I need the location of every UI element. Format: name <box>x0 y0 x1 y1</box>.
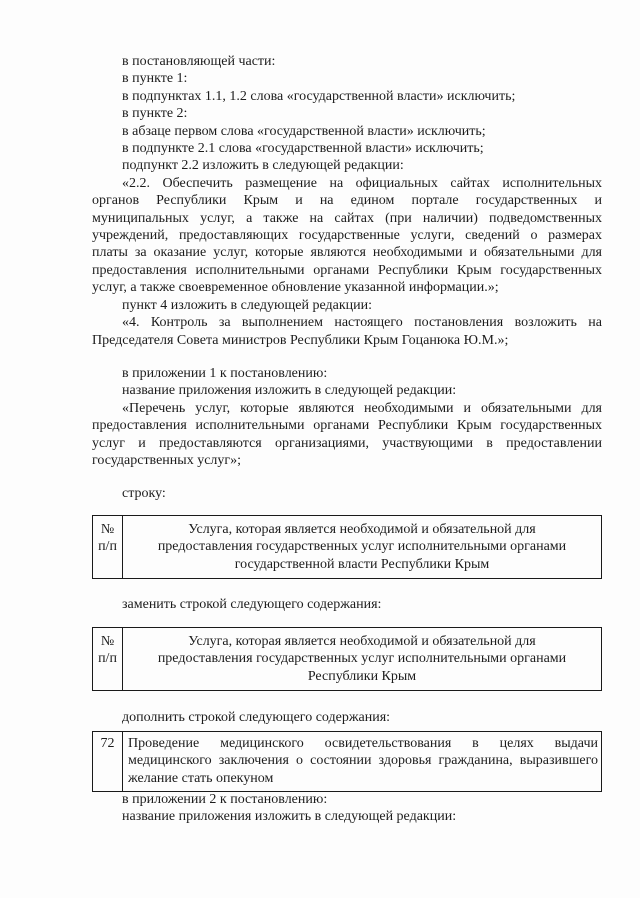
resolutive-line: платы за оказание услуг, которые являются необходимыми и обязательными для <box>92 245 602 261</box>
service-header-cell <box>123 516 601 578</box>
service-header-line: Республики Крым <box>307 668 417 684</box>
resolutive-line: в пункте 2: <box>122 106 188 122</box>
replace-intro-text: заменить строкой следующего содержания: <box>122 597 382 612</box>
service-header-line: Услуга, которая является необходимой и обязательной для <box>188 634 536 649</box>
add-intro <box>92 709 602 726</box>
appendix-1-line: название приложения изложить в следующей редакции: <box>122 383 457 399</box>
resolutive-line: Председателя Совета министров Республики Крым Гоцанюка Ю.М.»; <box>92 332 509 348</box>
service-line: медицинского заключения о состоянии здоровья гражданина, выразившего <box>128 753 598 769</box>
row-intro <box>92 485 602 502</box>
appendix-1-line: в приложении 1 к постановлению: <box>122 366 328 381</box>
appendix-1-line: предоставления исполнительными органами Республики Крым государственных <box>92 418 602 434</box>
appendix-1-line: государственных услуг»; <box>92 453 242 469</box>
number-header-cell <box>93 516 123 578</box>
resolutive-line: органов Республики Крым и на едином портале государственных и <box>92 193 602 209</box>
service-cell <box>123 732 601 791</box>
service-header-line: государственной власти Республики Крым <box>234 556 490 572</box>
service-header-line: предоставления государственных услуг исполнительными органами <box>157 651 567 667</box>
resolutive-line: «2.2. Обеспечить размещение на официальных сайтах исполнительных <box>122 175 602 191</box>
resolutive-line: в подпунктах 1.1, 1.2 слова «государственной власти» исключить; <box>122 88 516 104</box>
row-intro-text: строку: <box>122 486 166 501</box>
appendix-1-amendments <box>92 365 602 469</box>
new-row-table <box>92 627 602 691</box>
resolutive-line: подпункт 2.2 изложить в следующей редакции: <box>122 158 404 174</box>
service-line: Проведение медицинского освидетельствования в целях выдачи <box>128 736 598 751</box>
resolutive-line: учреждений, предоставляющих государственные услуги, сведений о размерах <box>92 228 602 244</box>
resolutive-line: в постановляющей части: <box>122 54 276 69</box>
number-abbrev: п/п <box>98 539 117 555</box>
resolutive-part-amendments <box>92 53 602 349</box>
service-header-line: Услуга, которая является необходимой и обязательной для <box>188 522 536 537</box>
resolutive-line: предоставления исполнительными органами Республики Крым государственных <box>92 262 602 278</box>
appendix-1-line: «Перечень услуг, которые являются необходимыми и обязательными для <box>122 400 602 416</box>
number-abbrev: п/п <box>98 651 117 667</box>
appendix-1-line: услуг и предоставляются организациями, участвующими в предоставлении <box>92 435 602 451</box>
resolutive-line: пункт 4 изложить в следующей редакции: <box>122 297 372 313</box>
added-row-table <box>92 731 602 792</box>
appendix-2-line: в приложении 2 к постановлению: <box>122 792 328 807</box>
row-number: 72 <box>100 736 115 751</box>
old-row-table <box>92 515 602 579</box>
add-intro-text: дополнить строкой следующего содержания: <box>122 710 391 725</box>
resolutive-line: в пункте 1: <box>122 71 188 87</box>
number-header-cell <box>93 628 123 690</box>
replace-intro <box>92 596 602 613</box>
number-sign: № <box>100 634 115 649</box>
resolutive-line: «4. Контроль за выполнением настоящего постановления возложить на <box>122 315 602 331</box>
appendix-2-line: название приложения изложить в следующей редакции: <box>122 809 457 825</box>
row-number-cell <box>93 732 123 791</box>
resolutive-line: услуг, а также своевременное обновление указанной информации.»; <box>92 280 499 296</box>
number-sign: № <box>100 522 115 537</box>
service-header-line: предоставления государственных услуг исполнительными органами <box>157 539 567 555</box>
service-line: желание стать опекуном <box>128 770 274 786</box>
resolutive-line: муниципальных услуг, а также на сайтах (при наличии) подведомственных <box>92 210 602 226</box>
resolutive-line: в подпункте 2.1 слова «государственной власти» исключить; <box>122 141 484 157</box>
service-header-cell <box>123 628 601 690</box>
appendix-2-amendments <box>92 791 602 826</box>
resolutive-line: в абзаце первом слова «государственной власти» исключить; <box>122 123 486 139</box>
